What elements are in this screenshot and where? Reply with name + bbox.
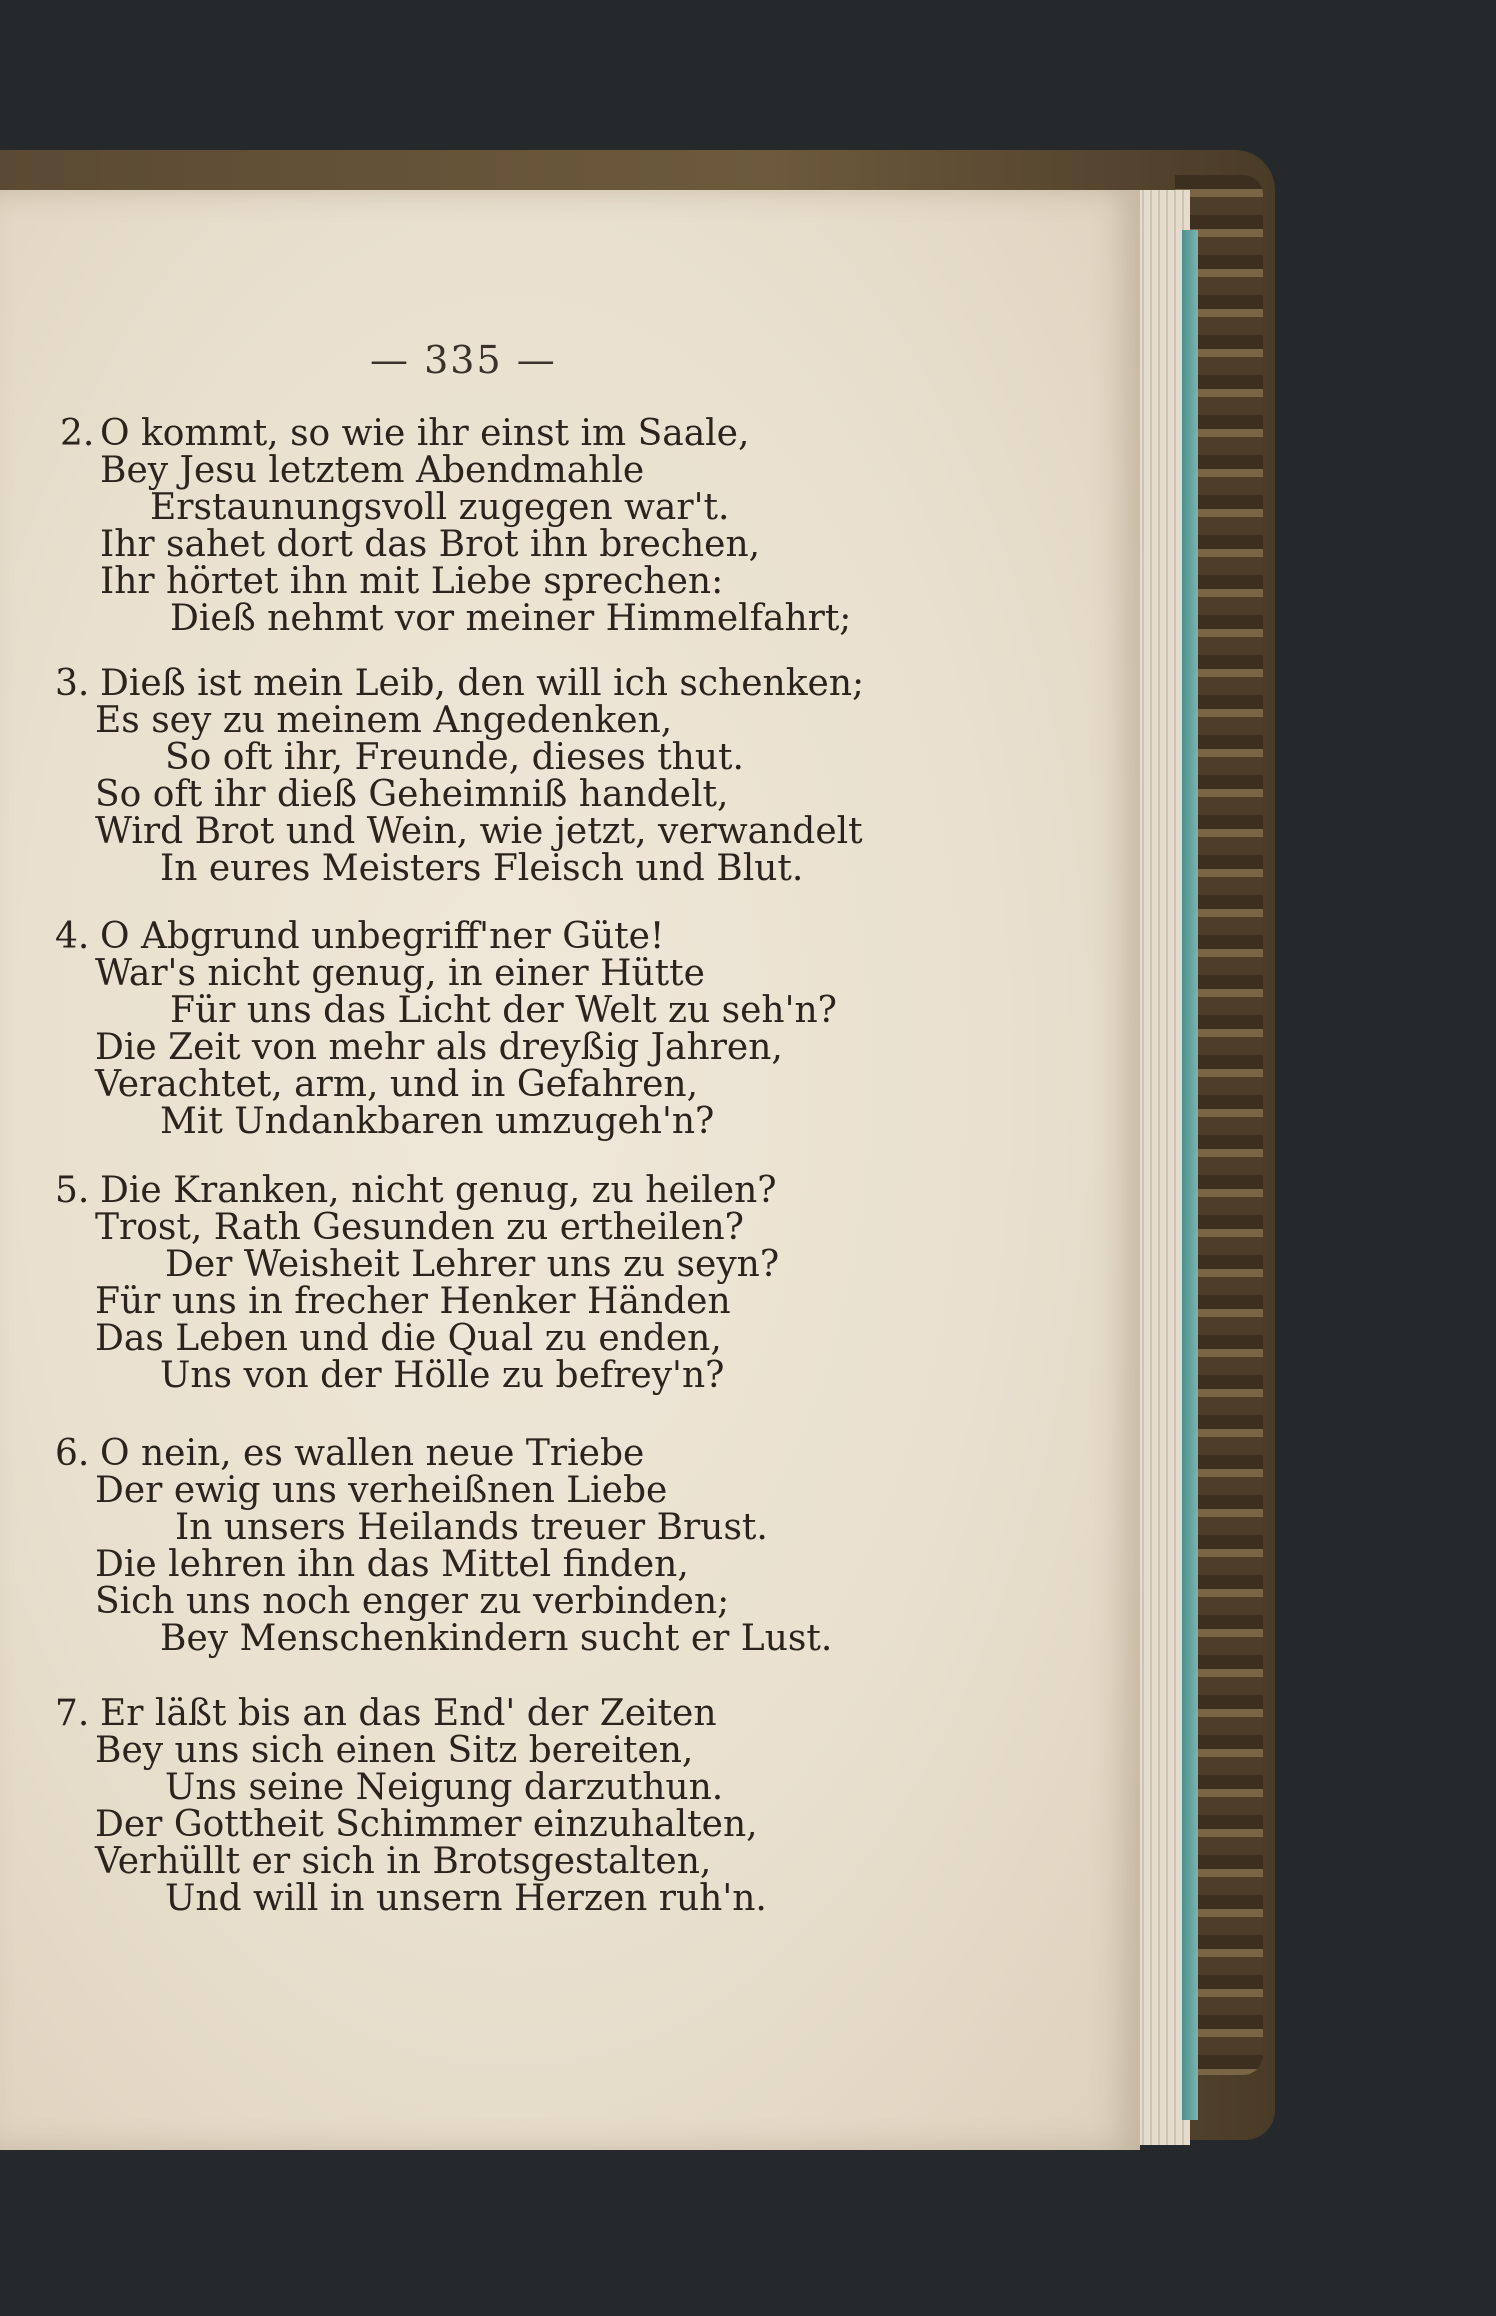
verse-line: Das Leben und die Qual zu enden, (95, 1318, 722, 1359)
verse-line: Wird Brot und Wein, wie jetzt, verwandelt (95, 811, 863, 852)
verse-number: 4. (55, 916, 90, 957)
page-number: 335 (424, 338, 503, 382)
verse-line: Dieß ist mein Leib, den will ich schenken; (100, 663, 865, 704)
verse-line: In unsers Heilands treuer Brust. (175, 1507, 768, 1548)
verse-line: Sich uns noch enger zu verbinden; (95, 1581, 730, 1622)
verse-line: O Abgrund unbegriff'ner Güte! (100, 916, 665, 957)
verse-line: Erstaunungsvoll zugegen war't. (150, 487, 730, 528)
verse-line: Für uns das Licht der Welt zu seh'n? (170, 990, 837, 1031)
verse-line: Es sey zu meinem Angedenken, (95, 700, 673, 741)
verse-line: Er läßt bis an das End' der Zeiten (100, 1693, 717, 1734)
verse-number: 7. (55, 1693, 90, 1734)
verse-line: Mit Undankbaren umzugeh'n? (160, 1101, 715, 1142)
verse-line: So oft ihr, Freunde, dieses thut. (165, 737, 744, 778)
verse-line: Uns seine Neigung darzuthun. (165, 1767, 724, 1808)
verse-line: Bey uns sich einen Sitz bereiten, (95, 1730, 694, 1771)
verse-line: Dieß nehmt vor meiner Himmelfahrt; (170, 598, 852, 639)
verse-line: Bey Jesu letztem Abendmahle (100, 450, 645, 491)
verse-line: Ihr hörtet ihn mit Liebe sprechen: (100, 561, 724, 602)
verse-line: Und will in unsern Herzen ruh'n. (165, 1878, 767, 1919)
verse-line: Verhüllt er sich in Brotsgestalten, (95, 1841, 712, 1882)
page-number-header: — 335 — (370, 338, 557, 382)
verse-line: So oft ihr dieß Geheimniß handelt, (95, 774, 729, 815)
verse-number: 5. (55, 1170, 90, 1211)
verse-line: Für uns in frecher Henker Händen (95, 1281, 731, 1322)
verse-line: Die Zeit von mehr als dreyßig Jahren, (95, 1027, 783, 1068)
verse-line: In eures Meisters Fleisch und Blut. (160, 848, 804, 889)
verse-line: Die Kranken, nicht genug, zu heilen? (100, 1170, 777, 1211)
verse-line: Uns von der Hölle zu befrey'n? (160, 1355, 725, 1396)
verse-line: Bey Menschenkindern sucht er Lust. (160, 1618, 833, 1659)
verse-line: Trost, Rath Gesunden zu ertheilen? (95, 1207, 744, 1248)
verse-line: War's nicht genug, in einer Hütte (95, 953, 705, 994)
verse-number: 2. (60, 413, 95, 454)
page-edge-coloring (1182, 230, 1198, 2120)
verse-line: O nein, es wallen neue Triebe (100, 1433, 645, 1474)
verse-number: 3. (55, 663, 90, 704)
verse-line: Die lehren ihn das Mittel finden, (95, 1544, 689, 1585)
verse-line: Der Weisheit Lehrer uns zu seyn? (165, 1244, 780, 1285)
verse-number: 6. (55, 1433, 90, 1474)
verse-line: Ihr sahet dort das Brot ihn brechen, (100, 524, 761, 565)
verse-line: Verachtet, arm, und in Gefahren, (95, 1064, 699, 1105)
verse-line: Der ewig uns verheißnen Liebe (95, 1470, 668, 1511)
verse-line: O kommt, so wie ihr einst im Saale, (100, 413, 750, 454)
verse-line: Der Gottheit Schimmer einzuhalten, (95, 1804, 758, 1845)
